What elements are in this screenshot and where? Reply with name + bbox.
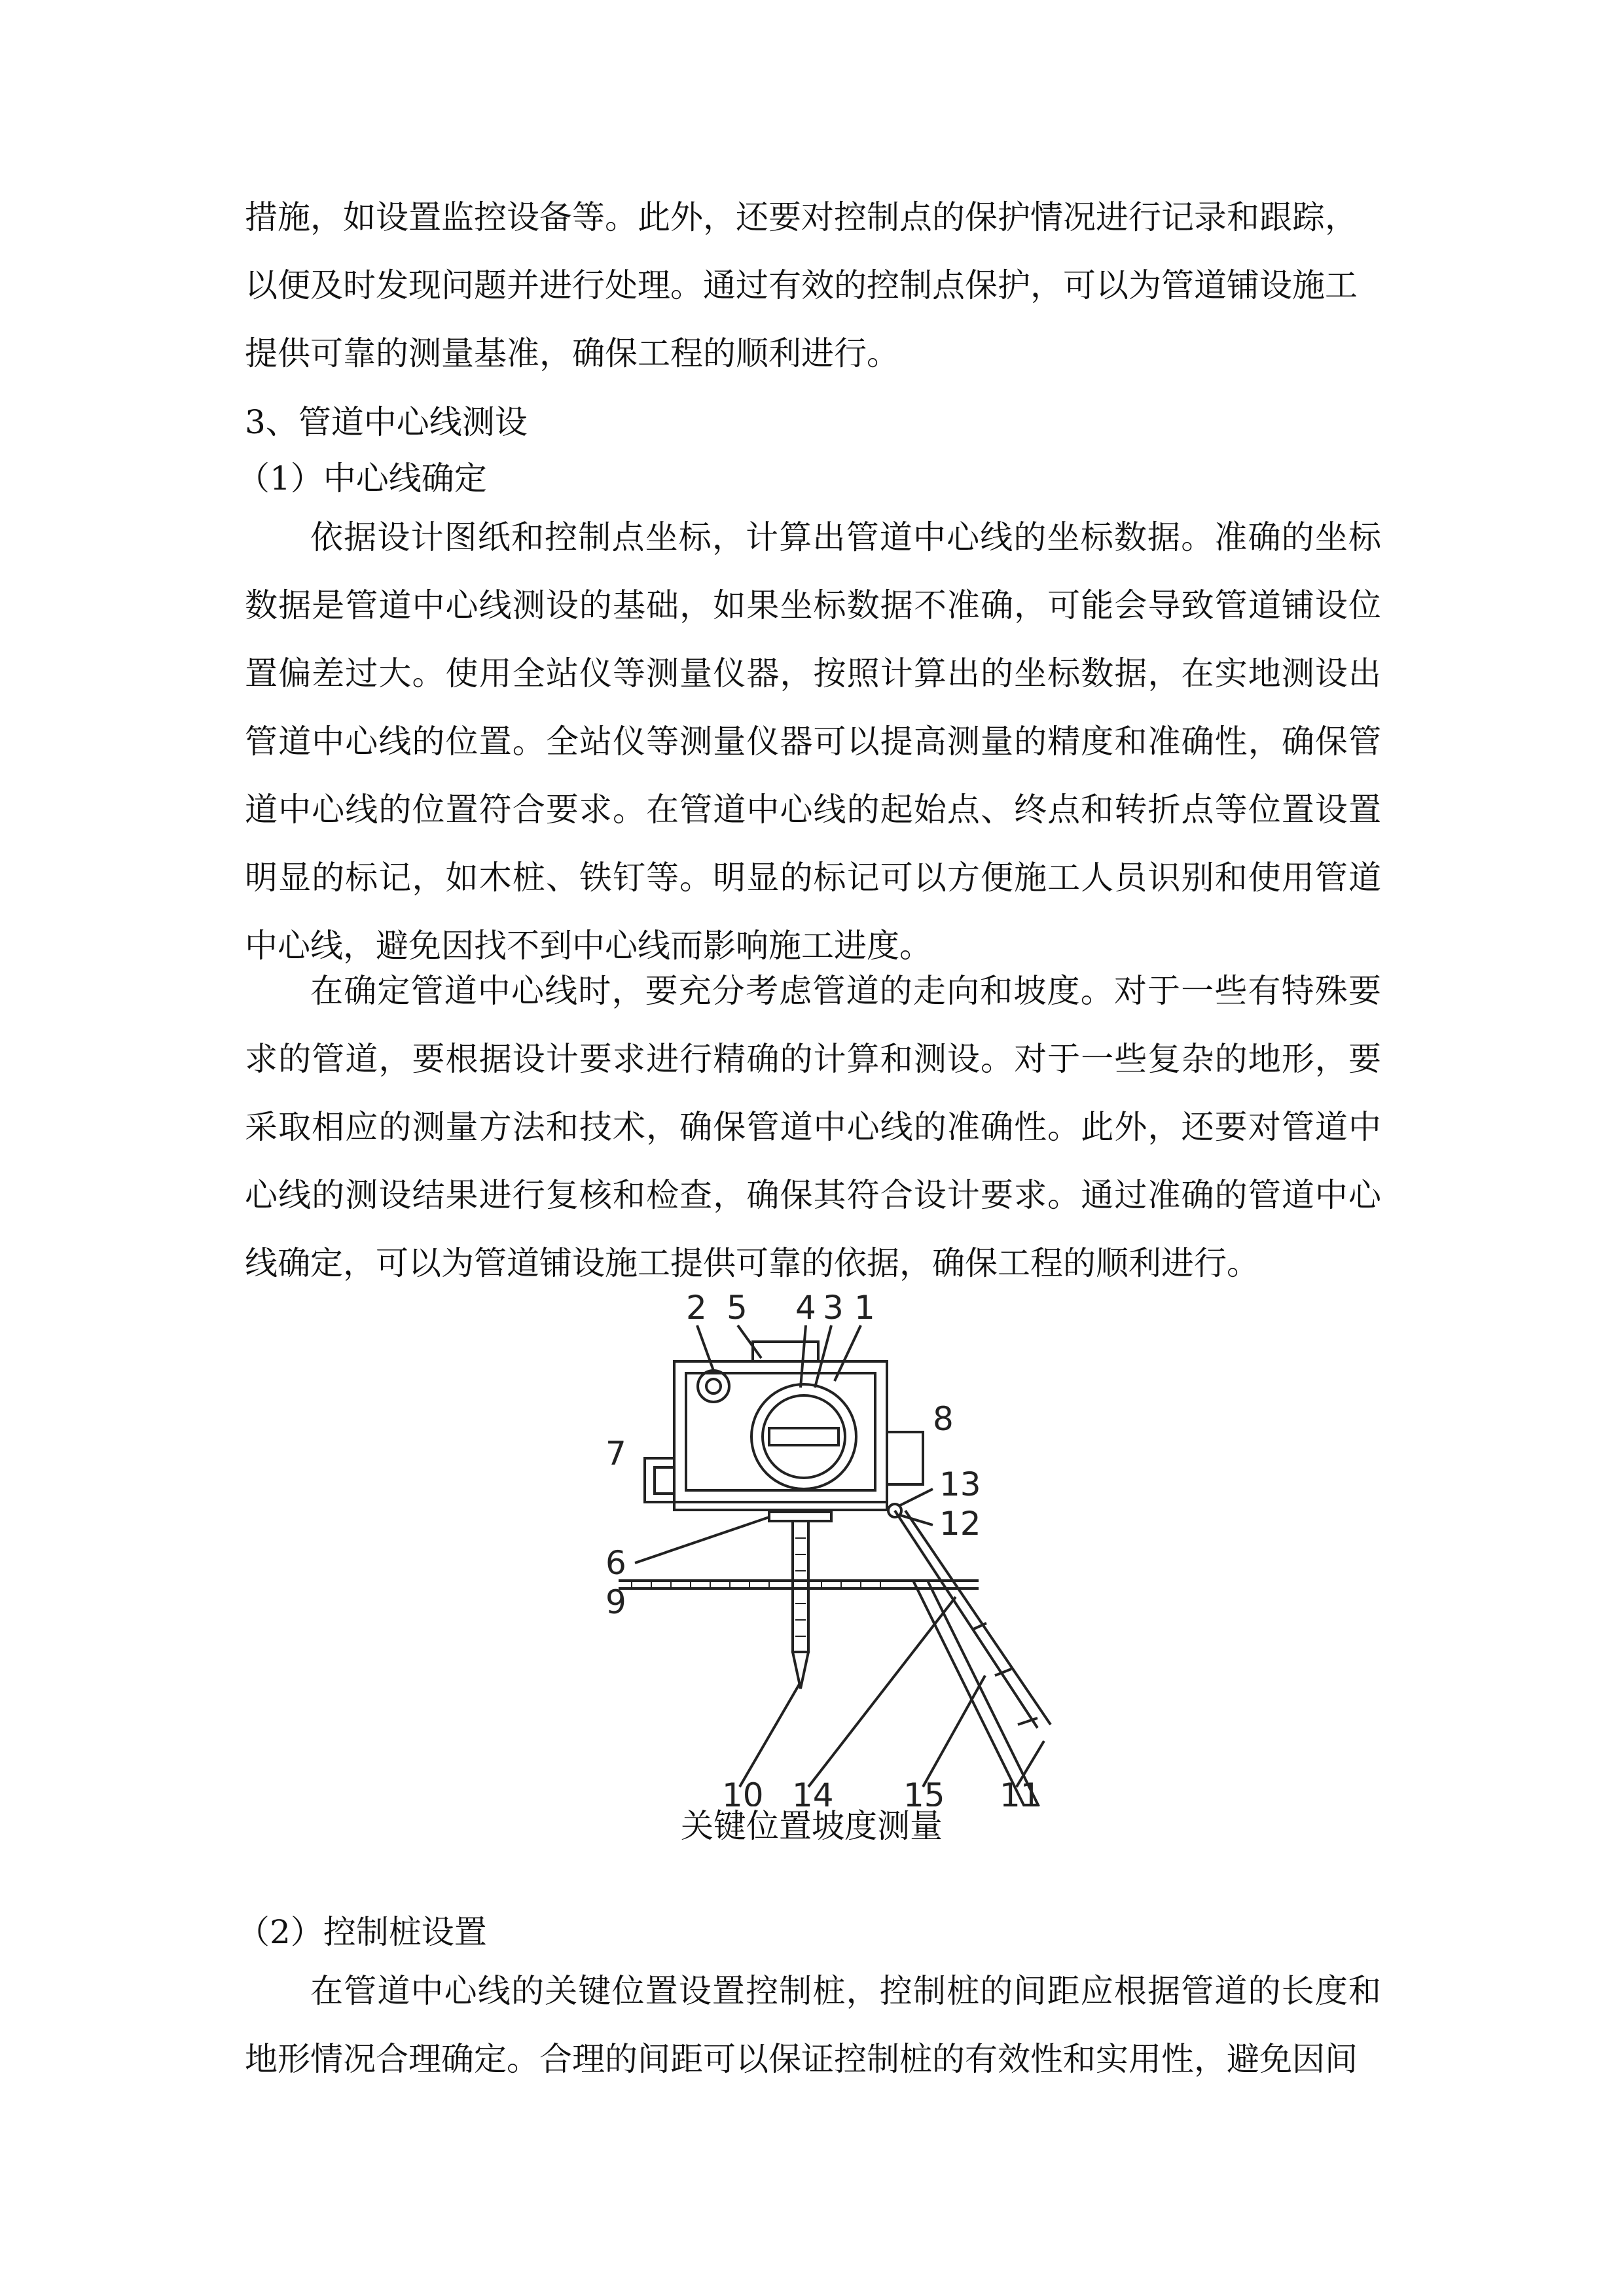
label-10: 10: [722, 1776, 764, 1806]
label-7: 7: [605, 1435, 626, 1473]
label-5: 5: [727, 1289, 748, 1327]
right-bracket: [887, 1432, 923, 1484]
threaded-rod: [793, 1521, 808, 1652]
label-2: 2: [686, 1289, 707, 1327]
leader-15: [923, 1676, 985, 1787]
gauge-inner-ring: [763, 1395, 845, 1478]
label-3: 3: [823, 1289, 844, 1327]
inclined-arm-edge: [905, 1511, 1051, 1725]
slope-measurement-figure: [592, 1289, 1057, 1806]
figure-caption: 关键位置坡度测量: [681, 1807, 943, 1845]
section-3-title: 3、管道中心线测设: [245, 403, 528, 441]
subsection-1-title: （1）中心线确定: [237, 459, 487, 497]
label-4: 4: [795, 1289, 816, 1327]
subsection-1-paragraph-2-wrap: [245, 957, 1381, 1297]
section-3: [237, 388, 1381, 980]
subsection-2-title: （2）控制桩设置: [237, 1913, 487, 1951]
base-plate: [674, 1502, 887, 1510]
slope-device-diagram: [592, 1289, 1057, 1806]
knob: [698, 1371, 729, 1402]
leader-4: [801, 1325, 806, 1388]
label-13: 13: [939, 1465, 981, 1503]
mount-plate: [769, 1512, 831, 1521]
label-15: 15: [903, 1776, 945, 1806]
intro-line-3: 提供可靠的测量基准，确保工程的顺利进行。: [245, 334, 899, 372]
label-12: 12: [939, 1505, 981, 1543]
subsection-1-paragraph-2: 在确定管道中心线时，要充分考虑管道的走向和坡度。对于一些有特殊要求的管道，要根据设计要求进行精确的计算和测设。对于一些复杂的地形，要采取相应的测量方法和技术，确保管道中心线的准确性。此外，还要对管道中心线的测设结果进行复核和检查，确保其符合设计要求。通过准确的管道中心线确定，可以为管道铺设施工提供可靠的依据，确保工程的顺利进行。: [245, 972, 1381, 1282]
inclined-arm: [895, 1511, 1038, 1728]
intro-line-2: 以便及时发现问题并进行处理。通过有效的控制点保护，可以为管道铺设施工: [245, 266, 1358, 304]
leader-6: [635, 1517, 769, 1563]
subsection-2-paragraph-1: 在管道中心线的关键位置设置控制桩，控制桩的间距应根据管道的长度和地形情况合理确定。合理的间距可以保证控制桩的有效性和实用性，避免因间: [245, 1972, 1381, 2078]
leader-14: [808, 1597, 956, 1787]
label-8: 8: [933, 1400, 954, 1438]
label-6: 6: [605, 1544, 626, 1582]
left-bracket-clip: [655, 1467, 674, 1494]
subsection-1-paragraph-1: 依据设计图纸和控制点坐标，计算出管道中心线的坐标数据。准确的坐标数据是管道中心线测设的基础，如果坐标数据不准确，可能会导致管道铺设位置偏差过大。使用全站仪等测量仪器，按照计算出的坐标数据，在实地测设出管道中心线的位置。全站仪等测量仪器可以提高测量的精度和准确性，确保管道中心线的位置符合要求。在管道中心线的起始点、终点和转折点等位置设置明显的标记，如木桩、铁钉等。明显的标记可以方便施工人员识别和使用管道中心线，避免因找不到中心线而影响施工进度。: [245, 518, 1381, 965]
label-14: 14: [792, 1776, 834, 1806]
label-1: 1: [854, 1289, 875, 1327]
left-bracket: [645, 1458, 674, 1502]
intro-text: [245, 183, 1381, 387]
label-9: 9: [605, 1583, 626, 1621]
leader-10: [740, 1682, 801, 1787]
intro-line-1: 措施，如设置监控设备等。此外，还要对控制点的保护情况进行记录和跟踪，: [245, 198, 1358, 236]
leader-12: [900, 1515, 933, 1525]
label-11: 11: [1000, 1776, 1041, 1806]
leader-13: [900, 1489, 933, 1505]
inclined-ruler-edge: [928, 1581, 1039, 1806]
gauge-level-vial: [769, 1428, 839, 1445]
top-handle: [753, 1342, 818, 1361]
gauge-outer-ring: [751, 1384, 856, 1489]
subsection-2: [237, 1898, 1381, 2093]
leader-2: [697, 1325, 713, 1371]
knob-center: [706, 1379, 721, 1393]
